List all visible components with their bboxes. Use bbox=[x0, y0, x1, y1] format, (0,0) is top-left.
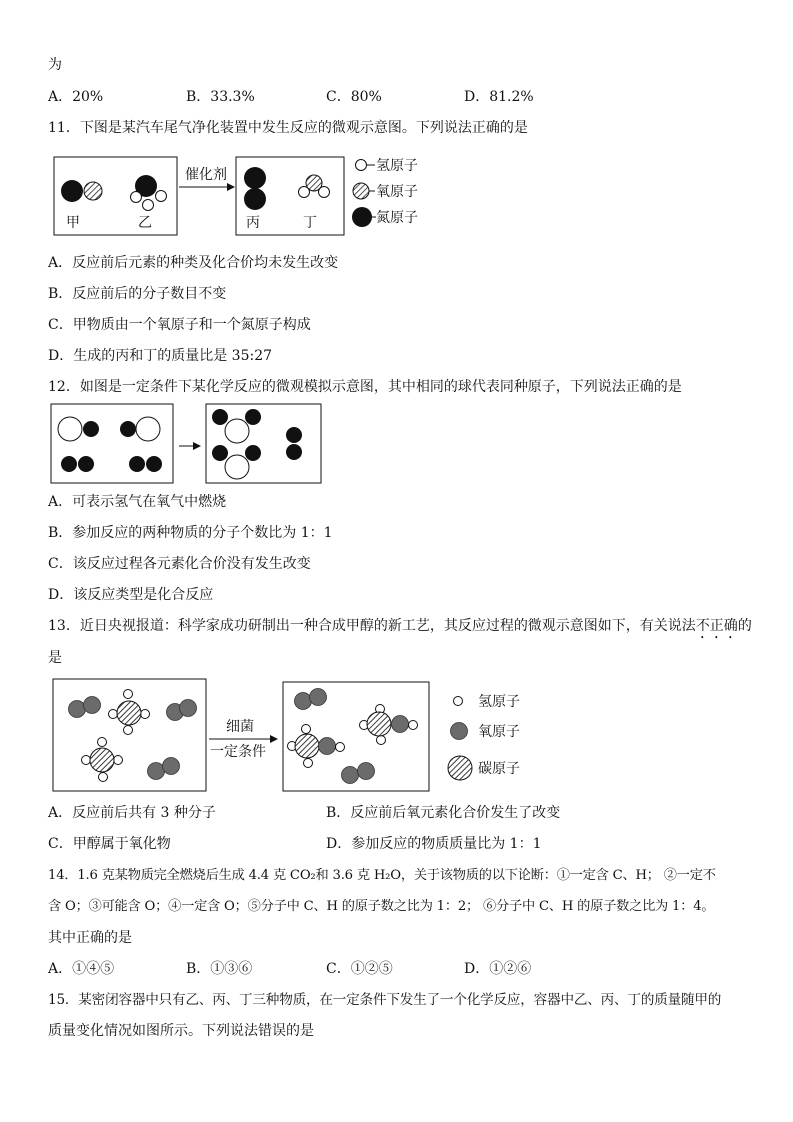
q13-ch4-molecule-1 bbox=[109, 690, 150, 735]
q12-product-molecule-1 bbox=[212, 409, 261, 443]
q11-label-yi: 乙 bbox=[138, 215, 152, 231]
q13-legend-h-symbol bbox=[454, 697, 463, 706]
q11-legend-h-label: 氢原子 bbox=[376, 158, 418, 174]
q13-methanol-molecule-1 bbox=[360, 705, 418, 745]
q12-product-molecule-3 bbox=[286, 427, 302, 460]
q11-diagram bbox=[48, 150, 448, 240]
q14-option-c: C．①②⑤ bbox=[326, 961, 393, 977]
q14-option-d: D．①②⑥ bbox=[464, 961, 532, 977]
q11-molecule-bing bbox=[244, 167, 266, 210]
q11-label-jia: 甲 bbox=[66, 215, 80, 231]
q12-reactant-molecule-2 bbox=[120, 417, 160, 441]
q13-arrow-bottom-label: 一定条件 bbox=[210, 744, 266, 760]
q12-stem: 12．如图是一定条件下某化学反应的微观模拟示意图，其中相同的球代表同种原子，下列说法正确的是 bbox=[48, 379, 682, 395]
q14-option-b: B．①③⑥ bbox=[186, 961, 253, 977]
q13-methanol-molecule-2 bbox=[288, 725, 345, 768]
q13-option-c: C．甲醇属于氧化物 bbox=[48, 836, 171, 852]
q13-ch4-molecule-2 bbox=[82, 738, 123, 782]
q11-molecule-ding bbox=[299, 175, 330, 198]
q12-reactant-molecule-4 bbox=[129, 456, 162, 472]
q12-product-molecule-2 bbox=[212, 445, 261, 479]
q13-legend-o-label: 氧原子 bbox=[478, 724, 520, 740]
q14-option-a: A．①④⑤ bbox=[48, 961, 115, 977]
q14-stem-line1: 14．1.6 克某物质完全燃烧后生成 4.4 克 CO₂和 3.6 克 H₂O，关于该物质的以下论断：①一定含 C、H； ②一定不 bbox=[48, 868, 716, 883]
q11-option-b: B．反应前后的分子数目不变 bbox=[48, 286, 227, 302]
q13-o2-molecule-4 bbox=[295, 689, 327, 710]
q13-o2-molecule-3 bbox=[148, 758, 180, 780]
q10-stem-tail: 为 bbox=[48, 57, 62, 73]
q11-legend-n-label: 氮原子 bbox=[376, 210, 418, 226]
q13-legend-o-symbol bbox=[451, 723, 468, 740]
q13-stem-emphasis: 不正确 bbox=[695, 618, 738, 634]
q11-legend-o-label: 氧原子 bbox=[376, 184, 418, 200]
q11-legend-o-symbol bbox=[353, 183, 369, 199]
q15-stem-line2: 质量变化情况如图所示。下列说法错误的是 bbox=[48, 1023, 314, 1039]
q13-o2-molecule-2 bbox=[167, 700, 197, 721]
q13-stem bbox=[48, 617, 752, 642]
q11-option-d: D．生成的丙和丁的质量比是 35:27 bbox=[48, 348, 273, 364]
q13-option-a: A．反应前后共有 3 种分子 bbox=[48, 805, 216, 821]
q13-option-b: B．反应前后氧元素化合价发生了改变 bbox=[326, 805, 561, 821]
q11-option-c: C．甲物质由一个氧原子和一个氮原子构成 bbox=[48, 317, 311, 333]
q15-stem-line1: 15．某密闭容器中只有乙、丙、丁三种物质，在一定条件下发生了一个化学反应，容器中乙、丙、丁的质量随甲的 bbox=[48, 992, 722, 1008]
q13-legend bbox=[448, 694, 520, 780]
q11-molecule-yi bbox=[131, 175, 167, 211]
q12-reactant-molecule-1 bbox=[58, 417, 99, 441]
q11-catalyst-label: 催化剂 bbox=[185, 167, 227, 183]
q11-molecule-jia bbox=[61, 180, 102, 202]
q10-option-d: D．81.2% bbox=[464, 89, 534, 105]
q10-option-a: A．20% bbox=[48, 89, 104, 105]
q14-stem-line2: 含 O；③可能含 O；④一定含 O；⑤分子中 C、H 的原子数之比为 1：2； ⑥分子中 C、H 的原子数之比为 1：4。 bbox=[48, 899, 715, 914]
q13-legend-h-label: 氢原子 bbox=[478, 694, 520, 710]
q12-option-c: C．该反应过程各元素化合价没有发生改变 bbox=[48, 556, 311, 572]
q11-legend-h-symbol bbox=[356, 160, 367, 171]
q13-legend-c-label: 碳原子 bbox=[478, 761, 520, 777]
q10-option-b: B．33.3% bbox=[186, 89, 255, 105]
q13-o2-molecule-5 bbox=[342, 763, 375, 784]
q13-o2-molecule-1 bbox=[69, 697, 101, 718]
q12-option-d: D．该反应类型是化合反应 bbox=[48, 587, 214, 603]
q11-legend-n-symbol bbox=[352, 207, 372, 227]
q12-diagram bbox=[48, 403, 328, 488]
q12-option-b: B．参加反应的两种物质的分子个数比为 1：1 bbox=[48, 525, 333, 541]
q14-stem-line3: 其中正确的是 bbox=[48, 930, 132, 946]
q13-stem-prefix: 13．近日央视报道：科学家成功研制出一种合成甲醇的新工艺，其反应过程的微观示意图如下，有关说法 bbox=[48, 618, 696, 634]
q11-label-bing: 丙 bbox=[246, 215, 260, 231]
q13-stem-suffix: 的 bbox=[737, 618, 752, 634]
q13-option-d: D．参加反应的物质质量比为 1：1 bbox=[326, 836, 542, 852]
q11-label-ding: 丁 bbox=[303, 215, 317, 231]
q10-option-c: C．80% bbox=[326, 89, 382, 105]
q11-stem: 11．下图是某汽车尾气净化装置中发生反应的微观示意图。下列说法正确的是 bbox=[48, 120, 528, 136]
q12-option-a: A．可表示氢气在氧气中燃烧 bbox=[48, 494, 227, 510]
q13-legend-c-symbol bbox=[448, 756, 472, 780]
q11-option-a: A．反应前后元素的种类及化合价均未发生改变 bbox=[48, 255, 339, 271]
q13-arrow-top-label: 细菌 bbox=[226, 719, 254, 735]
q13-stem-line2: 是 bbox=[48, 650, 62, 666]
q13-diagram bbox=[48, 676, 548, 796]
q11-legend bbox=[352, 158, 418, 227]
q12-reactant-molecule-3 bbox=[61, 456, 94, 472]
